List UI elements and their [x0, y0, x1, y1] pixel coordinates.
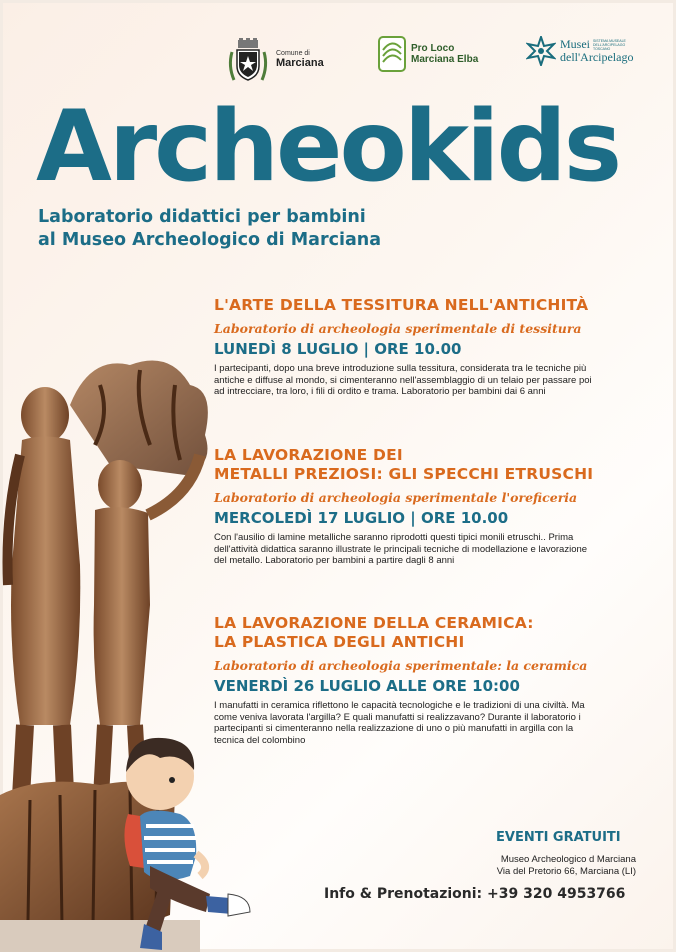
event-date: MERCOLEDÌ 17 LUGLIO | ORE 10.00 — [214, 509, 509, 527]
subtitle-line1: Laboratorio didattici per bambini — [38, 207, 366, 227]
musei-line2: dell'Arcipelago — [560, 50, 634, 65]
event-metalli — [214, 446, 594, 567]
address-line1: Museo Archeologico d Marciana — [500, 854, 636, 865]
event-title-line2: METALLI PREZIOSI: GLI SPECCHI ETRUSCHI — [214, 465, 594, 483]
logo-musei-arcipelago — [526, 36, 635, 66]
crest-icon — [226, 36, 270, 84]
museum-address — [470, 854, 636, 878]
musei-sub: SISTEMA MUSEALE DELL'ARCIPELAGO TOSCANO — [593, 38, 626, 51]
event-description: I partecipanti, dopo una breve introduzione sulla tessitura, considerata tra le tecniche più antiche e diffuse al mondo, si cimenteranno nell'assemblaggio di un telaio per passare poi ad intrecciare, tra loro, i fili di ordito e trama. Laboratorio per bambini dai 6 anni — [214, 363, 592, 398]
event-description: Con l'ausilio di lamine metalliche saranno riprodotti questi tipici monili etruschi.. Prima dell'attività didattica saranno illustrate le principali tecniche di modellazione e lavorazione del metallo. Laboratorio per bambini a partire dagli 8 anni — [214, 532, 588, 567]
child-illustration — [100, 726, 260, 952]
pro-loco-badge-icon — [378, 36, 406, 72]
event-title: L'ARTE DELLA TESSITURA NELL'ANTICHITÀ — [214, 296, 589, 314]
event-subtitle: Laboratorio di archeologia sperimentale l'oreficeria — [214, 490, 578, 505]
event-tessitura — [214, 296, 594, 398]
event-title-line1: LA LAVORAZIONE DEI — [214, 446, 403, 464]
logo-bar — [226, 36, 646, 86]
event-subtitle: Laboratorio di archeologia sperimentale di tessitura — [214, 321, 582, 336]
subtitle-line2: al Museo Archeologico di Marciana — [38, 230, 382, 250]
proloco-line2: Marciana Elba — [411, 54, 479, 65]
main-title: Archeokids — [36, 90, 620, 204]
comune-label: Comune di — [276, 50, 310, 58]
event-title-line2: LA PLASTICA DEGLI ANTICHI — [214, 633, 465, 651]
free-events-label: EVENTI GRATUITI — [496, 830, 621, 845]
musei-text — [560, 38, 635, 64]
address-line2: Via del Pretorio 66, Marciana (LI) — [496, 866, 636, 877]
event-ceramica — [214, 614, 594, 746]
star-icon — [526, 36, 556, 66]
info-contact[interactable]: Info & Prenotazioni: +39 320 4953766 — [324, 886, 626, 902]
event-date: LUNEDÌ 8 LUGLIO | ORE 10.00 — [214, 340, 462, 358]
comune-text — [276, 50, 324, 69]
logo-pro-loco — [378, 36, 478, 72]
proloco-line1: Pro Loco — [411, 42, 455, 54]
event-date: VENERDÌ 26 LUGLIO ALLE ORE 10:00 — [214, 677, 520, 695]
logo-comune-marciana — [226, 36, 324, 84]
event-description: I manufatti in ceramica riflettono le capacità tecnologiche e le tradizioni di una civiltà. Ma come veniva lavorata l'argilla? E quali manufatti si realizzavano? Durante il laboratorio i partecipanti si cimenteranno nella realizzazione di uno o più manufatti in argilla con la tecnica del colombino — [214, 700, 585, 746]
event-subtitle: Laboratorio di archeologia sperimentale: la ceramica — [214, 658, 588, 673]
musei-line1: Musei — [560, 36, 590, 51]
event-title-line1: LA LAVORAZIONE DELLA CERAMICA: — [214, 614, 534, 632]
comune-name: Marciana — [276, 57, 324, 70]
proloco-text — [411, 43, 478, 66]
subtitle — [38, 206, 381, 252]
